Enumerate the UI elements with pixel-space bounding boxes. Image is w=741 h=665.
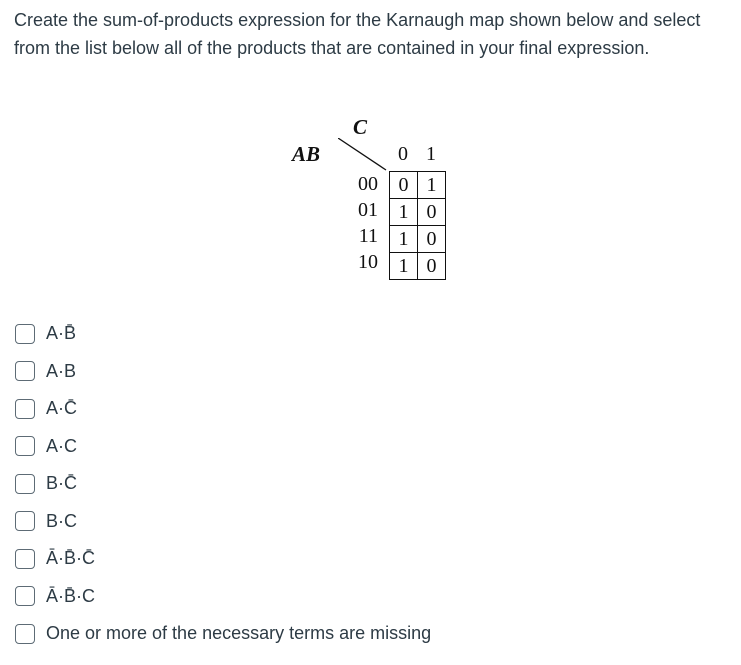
option-label[interactable]: A·C <box>46 435 77 456</box>
kmap-row <box>390 199 446 226</box>
answer-option[interactable] <box>15 578 431 616</box>
checkbox[interactable] <box>15 624 35 644</box>
kmap-row-label: 01 <box>358 199 378 221</box>
checkbox[interactable] <box>15 586 35 606</box>
kmap-row <box>390 253 446 280</box>
kmap-cell: 0 <box>418 253 446 280</box>
kmap-grid <box>389 171 446 280</box>
question-text: Create the sum-of-products expression for the Karnaugh map shown below and select from the list below all of the products that are contained in your final expression. <box>14 10 701 58</box>
kmap-cell: 0 <box>390 172 418 199</box>
kmap-row-variable: AB <box>292 142 321 166</box>
checkbox[interactable] <box>15 399 35 419</box>
kmap-cell: 0 <box>418 226 446 253</box>
kmap-row-label: 11 <box>358 225 378 247</box>
option-label[interactable]: Ā·B̄·C <box>46 585 95 606</box>
option-label[interactable]: One or more of the necessary terms are missing <box>46 623 432 644</box>
kmap-row <box>390 226 446 253</box>
answer-option[interactable] <box>15 503 431 541</box>
kmap-column-label: 0 <box>398 143 408 165</box>
kmap-column-variable: C <box>353 115 368 139</box>
answer-option[interactable] <box>15 428 431 466</box>
option-label[interactable]: Ā·B̄·C̄ <box>46 548 95 569</box>
checkbox[interactable] <box>15 324 35 344</box>
answer-option[interactable] <box>15 540 431 578</box>
answer-option[interactable] <box>15 465 431 503</box>
checkbox[interactable] <box>15 549 35 569</box>
kmap-row-label: 00 <box>358 173 378 195</box>
kmap-cell: 1 <box>390 199 418 226</box>
answer-option[interactable] <box>15 615 431 653</box>
karnaugh-map <box>280 110 480 300</box>
kmap-diagonal-divider <box>338 138 388 172</box>
checkbox[interactable] <box>15 474 35 494</box>
answer-options <box>15 315 431 653</box>
option-label[interactable]: B·C̄ <box>46 473 77 494</box>
answer-option[interactable] <box>15 390 431 428</box>
kmap-cell: 1 <box>390 226 418 253</box>
checkbox[interactable] <box>15 511 35 531</box>
checkbox[interactable] <box>15 361 35 381</box>
checkbox[interactable] <box>15 436 35 456</box>
kmap-cell: 1 <box>418 172 446 199</box>
answer-option[interactable] <box>15 353 431 391</box>
answer-option[interactable] <box>15 315 431 353</box>
option-label[interactable]: A·B <box>46 360 77 381</box>
kmap-row <box>390 172 446 199</box>
option-label[interactable]: A·C̄ <box>46 398 77 419</box>
option-label[interactable]: B·C <box>46 510 77 531</box>
kmap-column-label: 1 <box>426 143 436 165</box>
option-label[interactable]: A·B̄ <box>46 323 77 344</box>
kmap-cell: 1 <box>390 253 418 280</box>
kmap-cell: 0 <box>418 199 446 226</box>
kmap-row-label: 10 <box>358 251 378 273</box>
